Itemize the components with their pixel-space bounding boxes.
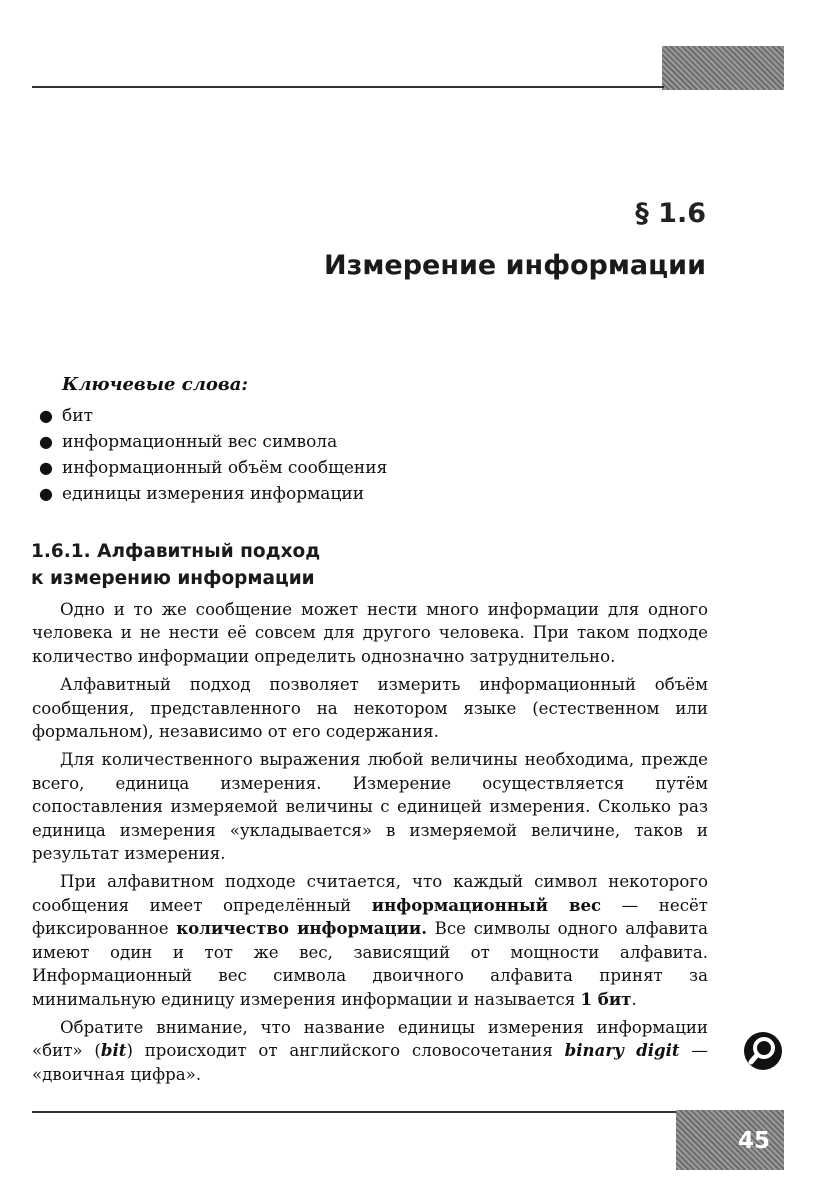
section-title: Измерение информации [324, 250, 706, 281]
search-icon [742, 1030, 784, 1072]
keyword-item: ● бит [30, 403, 387, 429]
subsection-title-line2: к измерению информации [31, 568, 315, 589]
keywords-label: Ключевые слова: [62, 374, 249, 395]
bullet-icon: ● [39, 406, 53, 425]
term-one-bit: 1 бит [580, 988, 632, 1009]
bullet-icon: ● [39, 458, 53, 477]
paragraph-1: Одно и то же сообщение может нести много информации для одного человека и не нести её совсем для другого человека. При таком подходе количество информации определить однозначно затруднительно. [32, 600, 708, 666]
term-bit: bit [100, 1040, 127, 1061]
bullet-icon: ● [39, 484, 53, 503]
paragraph-4: При алфавитном подходе считается, что каждый символ некоторого сообщения имеет определённый информационный вес — несёт фиксированное количество информации. Все символы одного алфавита имеют один и тот же вес, зависящий от мощности алфавита. Информационный вес символа двоичного алфавита принят за минимальную единицу измерения информации и называется 1 бит. [32, 872, 708, 1009]
subsection-heading [31, 538, 431, 592]
term-information-weight: информационный вес [371, 894, 602, 915]
page-number: 45 [737, 1128, 770, 1154]
paragraph-3: Для количественного выражения любой величины необходима, прежде всего, единица измерения. Измерение осуществляется путём сопоставления измеряемой величины с единицей измерения. Сколько раз единица измерения «укладывается» в измеряемой величине, таков и результат измерения. [32, 750, 708, 864]
keyword-item: ● единицы измерения информации [30, 481, 387, 507]
paragraph-5: Обратите внимание, что название единицы измерения информации «бит» (bit) происходит от английского словосочетания binary digit — «двоичная цифра». [32, 1017, 709, 1084]
paragraph-2: Алфавитный подход позволяет измерить информационный объём сообщения, представленного на некотором языке (естественном или формальном), независимо от его содержания. [32, 675, 708, 742]
bullet-icon: ● [39, 432, 53, 451]
header-decoration [662, 46, 784, 90]
section-number: § 1.6 [635, 198, 706, 229]
footer-rule [32, 1111, 678, 1113]
term-binary-digit: binary digit [564, 1040, 680, 1061]
keyword-item: ● информационный вес символа [30, 429, 387, 455]
keyword-item: ● информационный объём сообщения [30, 455, 387, 481]
body-text [32, 598, 708, 1091]
subsection-title-line1: 1.6.1. Алфавитный подход [31, 541, 321, 562]
keywords-list [30, 403, 387, 507]
header-rule [32, 86, 664, 88]
term-information-amount: количество информации. [176, 918, 428, 939]
